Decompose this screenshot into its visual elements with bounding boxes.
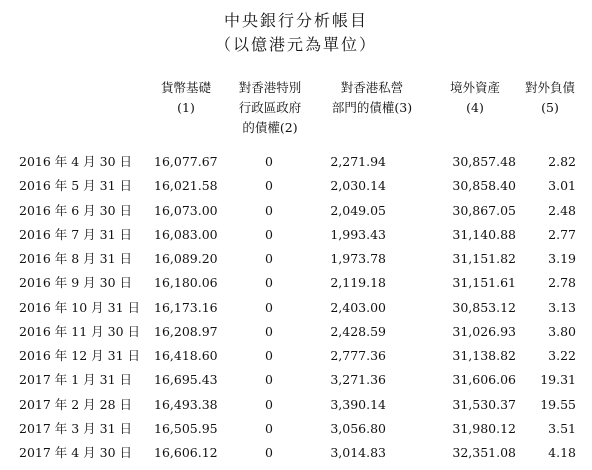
header-hksar-claims-line-2: 行政區政府 <box>238 100 302 115</box>
monetary-base-cell: 16,208.97 <box>154 323 218 339</box>
external-liabilities-cell: 3.22 <box>548 348 576 363</box>
external-liabilities-cell: 2.82 <box>548 154 576 169</box>
hksar-claims-cell: 0 <box>265 323 273 339</box>
hksar-claims-cell: 0 <box>265 226 273 242</box>
private-claims-cell: 2,119.18 <box>330 275 386 291</box>
external-assets-cell: 31,151.61 <box>452 275 516 291</box>
monetary-base-cell: 16,180.06 <box>154 275 218 291</box>
private-claims-cell: 2,777.36 <box>330 348 386 363</box>
header-private-claims-line-1: 對香港私營 <box>340 80 404 95</box>
date-cell: 2017 年 3 月 31 日 <box>19 420 133 436</box>
header-external-assets <box>440 78 510 118</box>
table-row <box>0 344 592 368</box>
table-row <box>0 174 592 198</box>
monetary-base-cell: 16,021.58 <box>154 178 218 194</box>
hksar-claims-cell: 0 <box>265 154 273 169</box>
external-liabilities-cell: 2.78 <box>548 275 576 291</box>
header-monetary-base-line-2: (1) <box>177 100 195 115</box>
external-assets-cell: 31,140.88 <box>452 226 516 242</box>
private-claims-cell: 3,014.83 <box>330 445 386 460</box>
monetary-base-cell: 16,493.38 <box>154 396 218 412</box>
table-row <box>0 441 592 465</box>
external-liabilities-cell: 3.13 <box>548 299 576 315</box>
header-hksar-claims-line-3: 的債權(2) <box>242 120 298 135</box>
hksar-claims-cell: 0 <box>265 178 273 194</box>
date-cell: 2017 年 1 月 31 日 <box>19 372 133 388</box>
external-assets-cell: 31,151.82 <box>452 251 516 266</box>
header-hksar-claims <box>228 78 312 138</box>
monetary-base-cell: 16,505.95 <box>154 420 218 436</box>
external-liabilities-cell: 2.77 <box>548 226 576 242</box>
monetary-base-cell: 16,073.00 <box>154 202 218 218</box>
table-row <box>0 320 592 344</box>
table-row <box>0 150 592 174</box>
table-row <box>0 368 592 392</box>
monetary-base-cell: 16,089.20 <box>154 251 218 266</box>
external-assets-cell: 32,351.08 <box>452 445 516 460</box>
table-row <box>0 393 592 417</box>
private-claims-cell: 2,271.94 <box>330 154 386 169</box>
table-row <box>0 271 592 295</box>
date-cell: 2016 年 4 月 30 日 <box>19 154 133 169</box>
header-external-assets-line-2: (4) <box>466 100 484 115</box>
external-assets-cell: 30,858.40 <box>452 178 516 194</box>
date-cell: 2016 年 9 月 30 日 <box>19 275 133 291</box>
hksar-claims-cell: 0 <box>265 420 273 436</box>
monetary-base-cell: 16,418.60 <box>154 348 218 363</box>
date-cell: 2017 年 4 月 30 日 <box>19 445 133 460</box>
header-external-assets-line-1: 境外資產 <box>449 80 500 95</box>
hksar-claims-cell: 0 <box>265 202 273 218</box>
date-cell: 2017 年 2 月 28 日 <box>19 396 133 412</box>
external-assets-cell: 31,980.12 <box>452 420 516 436</box>
header-external-liabilities-line-2: (5) <box>541 100 559 115</box>
table-row <box>0 199 592 223</box>
header-monetary-base-line-1: 貨幣基礎 <box>160 80 211 95</box>
private-claims-cell: 1,993.43 <box>330 226 386 242</box>
external-liabilities-cell: 3.80 <box>548 323 576 339</box>
hksar-claims-cell: 0 <box>265 275 273 291</box>
hksar-claims-cell: 0 <box>265 251 273 266</box>
external-liabilities-cell: 3.01 <box>548 178 576 194</box>
external-assets-cell: 30,867.05 <box>452 202 516 218</box>
table-row <box>0 296 592 320</box>
header-private-claims-line-2: 部門的債權(3) <box>331 100 413 115</box>
external-assets-cell: 31,138.82 <box>452 348 516 363</box>
external-liabilities-cell: 2.48 <box>548 202 576 218</box>
external-assets-cell: 31,606.06 <box>452 372 516 388</box>
monetary-base-cell: 16,173.16 <box>154 299 218 315</box>
private-claims-cell: 3,056.80 <box>330 420 386 436</box>
date-cell: 2016 年 6 月 30 日 <box>19 202 133 218</box>
private-claims-cell: 1,973.78 <box>330 251 386 266</box>
table-row <box>0 223 592 247</box>
external-assets-cell: 31,530.37 <box>452 396 516 412</box>
date-cell: 2016 年 10 月 31 日 <box>19 299 140 315</box>
external-assets-cell: 30,857.48 <box>452 154 516 169</box>
header-external-liabilities-line-1: 對外負債 <box>524 80 575 95</box>
external-liabilities-cell: 4.18 <box>548 445 576 460</box>
private-claims-cell: 3,390.14 <box>330 396 386 412</box>
external-liabilities-cell: 3.19 <box>548 251 576 266</box>
table-row <box>0 417 592 441</box>
date-cell: 2016 年 11 月 30 日 <box>19 323 140 339</box>
hksar-claims-cell: 0 <box>265 445 273 460</box>
hksar-claims-cell: 0 <box>265 299 273 315</box>
date-cell: 2016 年 5 月 31 日 <box>19 178 133 194</box>
date-cell: 2016 年 7 月 31 日 <box>19 226 133 242</box>
date-cell: 2016 年 12 月 31 日 <box>19 348 140 363</box>
private-claims-cell: 2,049.05 <box>330 202 386 218</box>
external-liabilities-cell: 19.55 <box>540 396 576 412</box>
date-cell: 2016 年 8 月 31 日 <box>19 251 133 266</box>
monetary-base-cell: 16,083.00 <box>154 226 218 242</box>
external-liabilities-cell: 3.51 <box>548 420 576 436</box>
header-private-claims <box>322 78 422 118</box>
table-row <box>0 247 592 271</box>
page-subtitle: （以億港元為單位） <box>214 35 377 54</box>
monetary-base-cell: 16,077.67 <box>154 154 218 169</box>
header-monetary-base <box>150 78 222 118</box>
private-claims-cell: 2,030.14 <box>330 178 386 194</box>
monetary-base-cell: 16,695.43 <box>154 372 218 388</box>
hksar-claims-cell: 0 <box>265 348 273 363</box>
header-hksar-claims-line-1: 對香港特別 <box>238 80 302 95</box>
private-claims-cell: 2,403.00 <box>330 299 386 315</box>
private-claims-cell: 3,271.36 <box>330 372 386 388</box>
hksar-claims-cell: 0 <box>265 372 273 388</box>
private-claims-cell: 2,428.59 <box>330 323 386 339</box>
external-liabilities-cell: 19.31 <box>540 372 576 388</box>
external-assets-cell: 30,853.12 <box>452 299 516 315</box>
monetary-base-cell: 16,606.12 <box>154 445 218 460</box>
hksar-claims-cell: 0 <box>265 396 273 412</box>
header-external-liabilities <box>520 78 580 118</box>
page-title: 中央銀行分析帳目 <box>223 11 368 30</box>
external-assets-cell: 31,026.93 <box>452 323 516 339</box>
